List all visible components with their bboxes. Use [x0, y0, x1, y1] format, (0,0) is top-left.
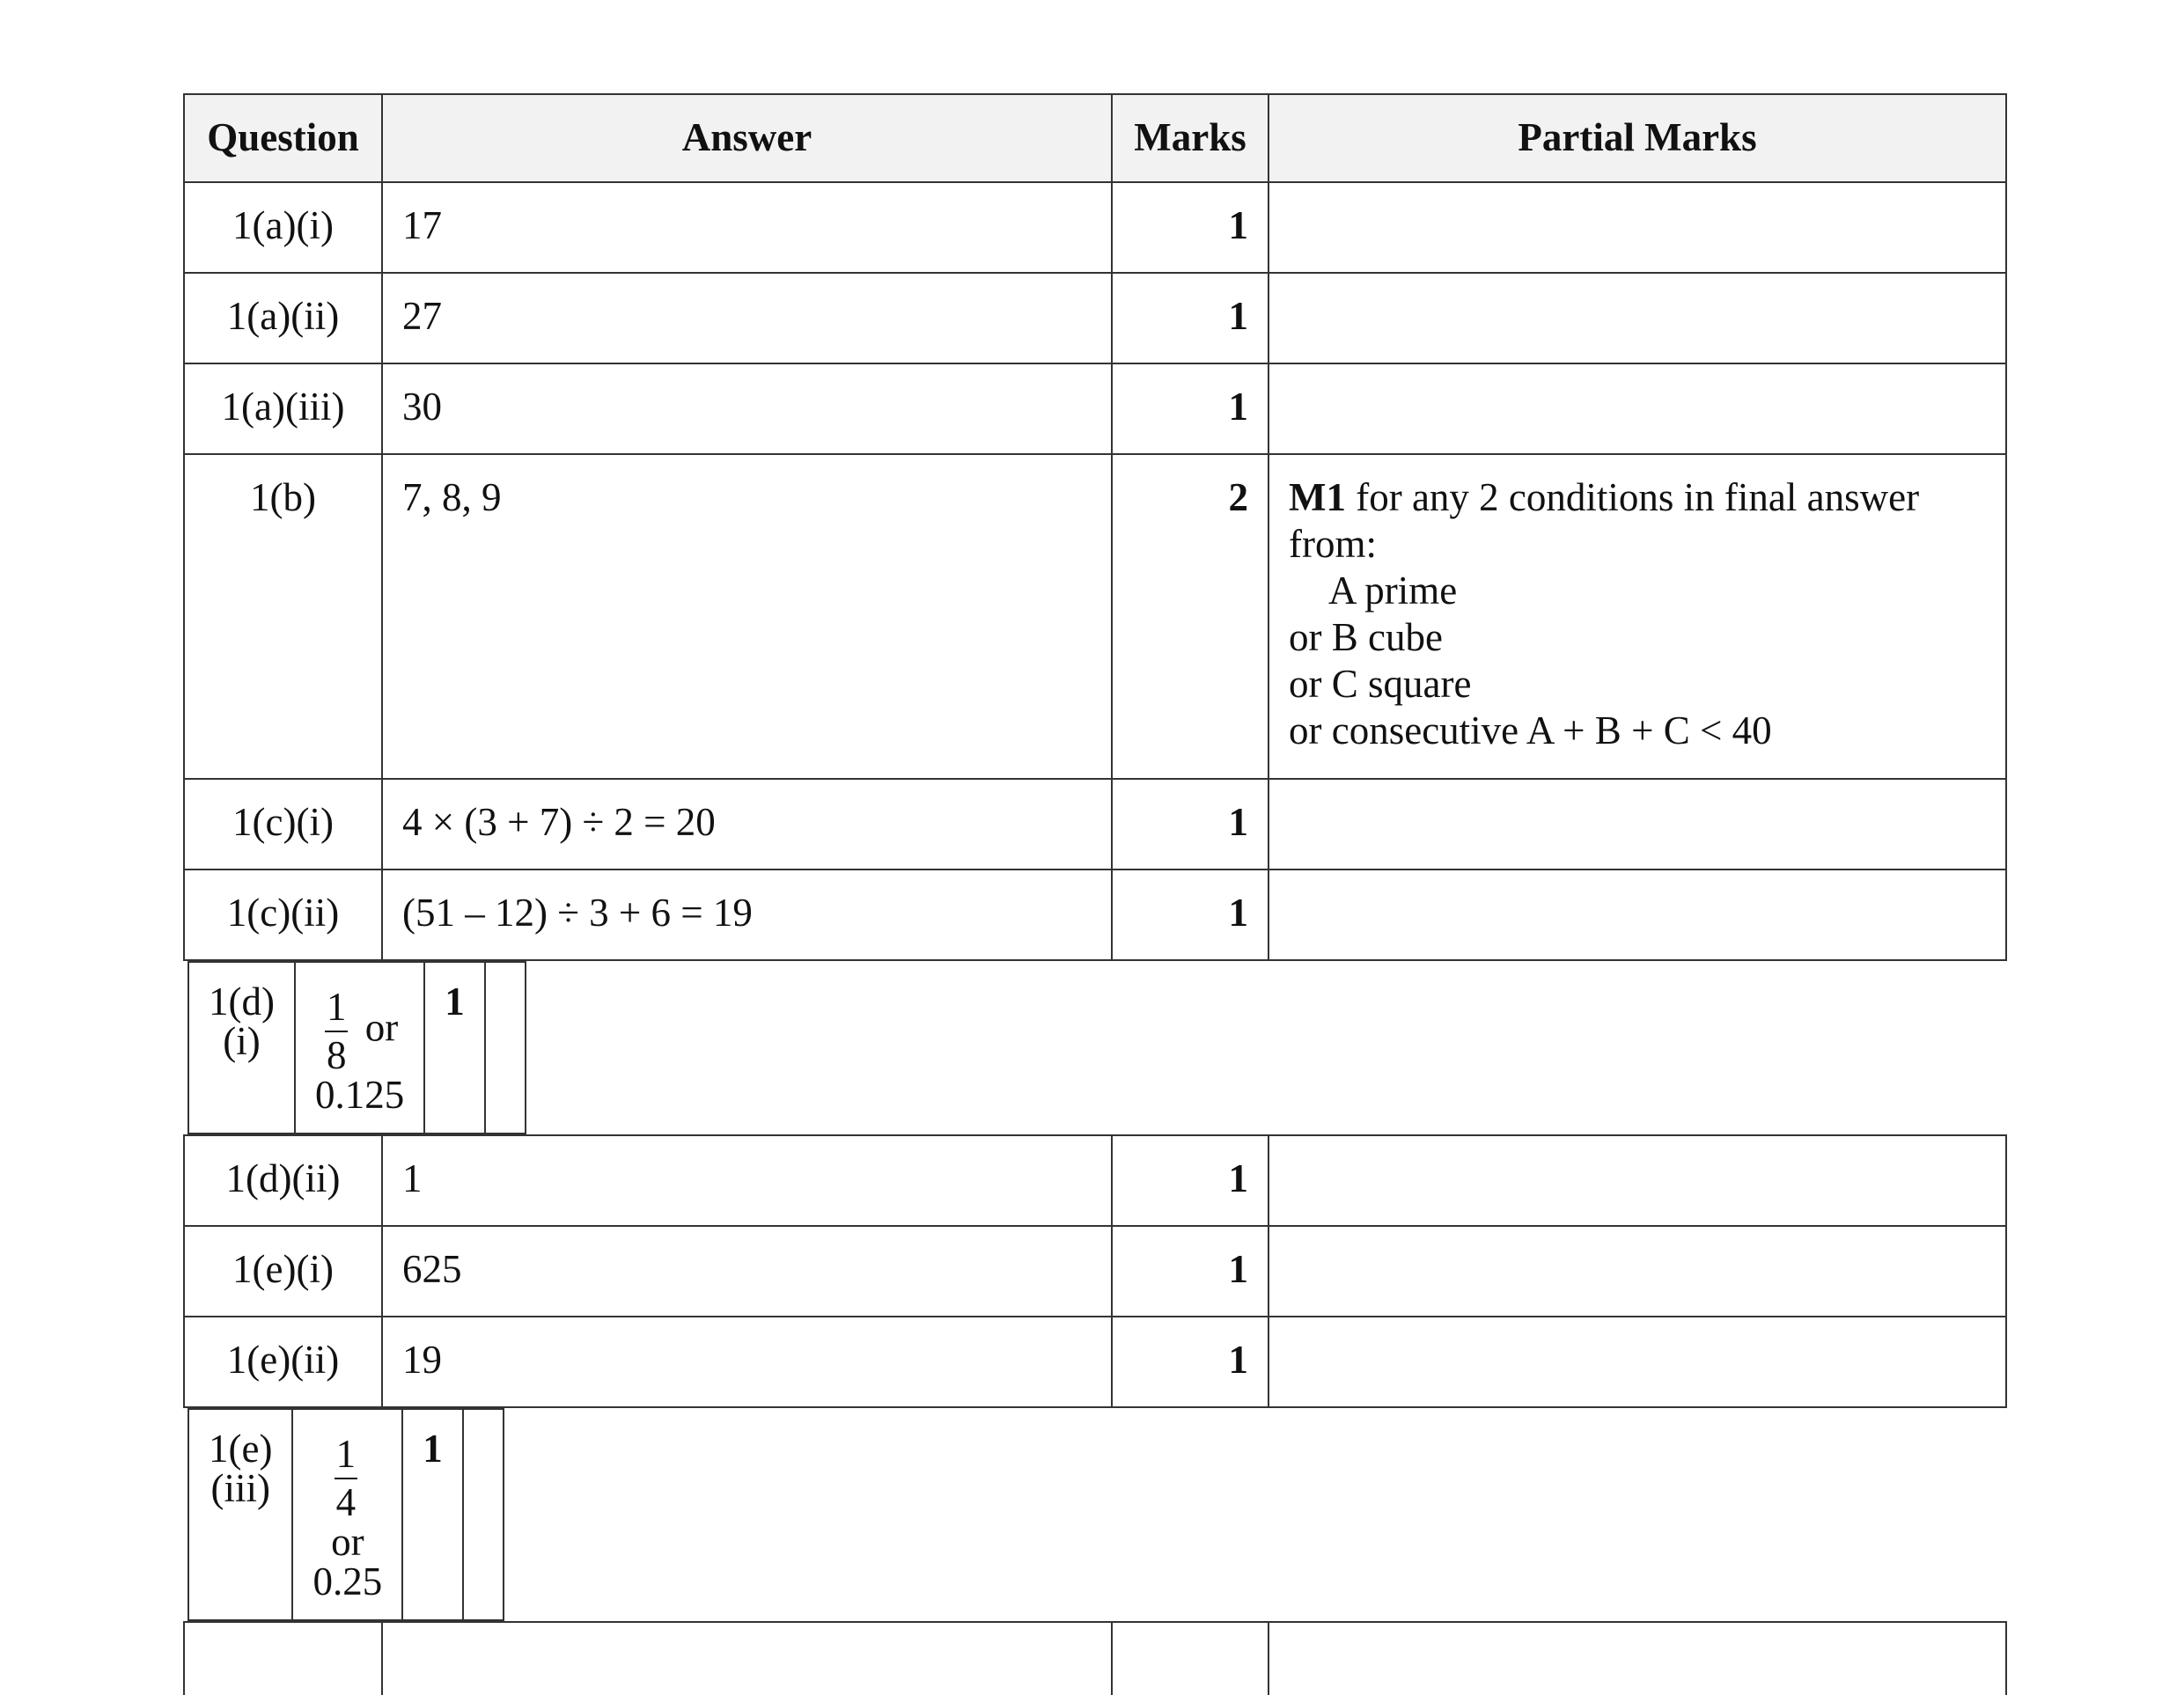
- header-row: [184, 94, 2006, 182]
- partial-marks-cell: [1268, 182, 2006, 273]
- table-row: [184, 1135, 2006, 1226]
- question-cell: 1(e)(iii): [188, 1409, 292, 1620]
- partial-marks-cell: [1268, 363, 2006, 454]
- partial-marks-cell: [463, 1409, 504, 1620]
- partial-marks-line: or C square: [1289, 662, 1472, 707]
- method-mark-label: M1: [1289, 475, 1346, 519]
- partial-marks-cell: [485, 962, 526, 1134]
- answer-cell: 4 × (3 + 7) ÷ 2 = 20: [382, 779, 1112, 870]
- marks-cell: 2: [1112, 454, 1268, 779]
- fraction-answer: [313, 1429, 382, 1602]
- partial-marks-line: from:: [1289, 522, 1377, 567]
- partial-marks-line: or consecutive A + B + C < 40: [1289, 708, 1772, 753]
- question-cell: 1(c)(ii): [184, 870, 382, 960]
- partial-marks-cell: [1268, 454, 2006, 779]
- question-cell: 1(a)(ii): [184, 273, 382, 363]
- question-cell: 1(b): [184, 454, 382, 779]
- mark-scheme-page: [183, 93, 2005, 1603]
- fraction-numerator: 1: [325, 987, 349, 1032]
- marks-cell: 1: [1112, 870, 1268, 960]
- table-row: [184, 870, 2006, 960]
- header-marks: Marks: [1112, 94, 1268, 182]
- fraction: [335, 1432, 358, 1524]
- answer-cell: 30: [382, 363, 1112, 454]
- partial-marks-cell: [1268, 870, 2006, 960]
- marks-cell: 1: [424, 962, 485, 1134]
- partial-marks-text: for any 2 conditions in final answer: [1345, 475, 1920, 519]
- answer-cell: 7, 8, 9: [382, 454, 1112, 779]
- question-cell: 1(e)(i): [184, 1226, 382, 1317]
- marks-cell: 1: [402, 1409, 463, 1620]
- header-partial-marks: Partial Marks: [1268, 94, 2006, 182]
- answer-cell: [295, 962, 424, 1134]
- marks-cell: 1: [1112, 1135, 1268, 1226]
- marks-cell: 1: [1112, 1226, 1268, 1317]
- partial-marks-cell: [1268, 1317, 2006, 1407]
- table-row: [188, 961, 526, 1134]
- question-cell: [184, 1622, 382, 1695]
- answer-cell: 19: [382, 1317, 1112, 1407]
- answer-cell: (51 – 12) ÷ 3 + 6 = 19: [382, 870, 1112, 960]
- marks-cell: 1: [1112, 363, 1268, 454]
- answer-cell: 1: [382, 1135, 1112, 1226]
- answer-cell: 27: [382, 273, 1112, 363]
- marks-cell: [1112, 1622, 1268, 1695]
- marks-cell: 1: [1112, 779, 1268, 870]
- partial-marks-cell: [1268, 779, 2006, 870]
- table-row: [184, 454, 2006, 779]
- marks-cell: 1: [1112, 182, 1268, 273]
- answer-cell: [382, 1622, 1112, 1695]
- table-row: [188, 1408, 504, 1621]
- table-row: [184, 182, 2006, 273]
- fraction-numerator: 1: [335, 1435, 358, 1479]
- table-row: [184, 1226, 2006, 1317]
- partial-marks-line: or B cube: [1289, 615, 1443, 660]
- question-cell: 1(a)(iii): [184, 363, 382, 454]
- question-cell: 1(d)(ii): [184, 1135, 382, 1226]
- partial-marks-cell: [1268, 273, 2006, 363]
- fraction-denominator: 4: [335, 1480, 357, 1524]
- fraction-answer: [315, 982, 404, 1115]
- table-row: [184, 273, 2006, 363]
- marks-cell: 1: [1112, 273, 1268, 363]
- answer-cell: 625: [382, 1226, 1112, 1317]
- question-cell: 1(a)(i): [184, 182, 382, 273]
- table-row: [184, 779, 2006, 870]
- partial-marks-cell: [1268, 1135, 2006, 1226]
- mark-scheme-table: [183, 93, 2007, 1695]
- table-row: [184, 1317, 2006, 1407]
- fraction-denominator: 8: [326, 1033, 347, 1077]
- fraction-decimal-alternative: or 0.25: [313, 1520, 383, 1603]
- question-cell: 1(e)(ii): [184, 1317, 382, 1407]
- table-row-continued: [184, 1622, 2006, 1695]
- header-question: Question: [184, 94, 382, 182]
- header-answer: Answer: [382, 94, 1112, 182]
- table-row: [184, 363, 2006, 454]
- answer-cell: 17: [382, 182, 1112, 273]
- partial-marks-line: A prime: [1328, 569, 1458, 613]
- marks-cell: 1: [1112, 1317, 1268, 1407]
- question-cell: 1(c)(i): [184, 779, 382, 870]
- fraction: [325, 987, 349, 1075]
- partial-marks-cell: [1268, 1226, 2006, 1317]
- question-cell: 1(d)(i): [188, 962, 295, 1134]
- fraction-decimal-alternative: or 0.125: [314, 1005, 405, 1117]
- partial-marks-cell: [1268, 1622, 2006, 1695]
- answer-cell: [292, 1409, 402, 1620]
- partial-marks-line: [1289, 474, 1986, 521]
